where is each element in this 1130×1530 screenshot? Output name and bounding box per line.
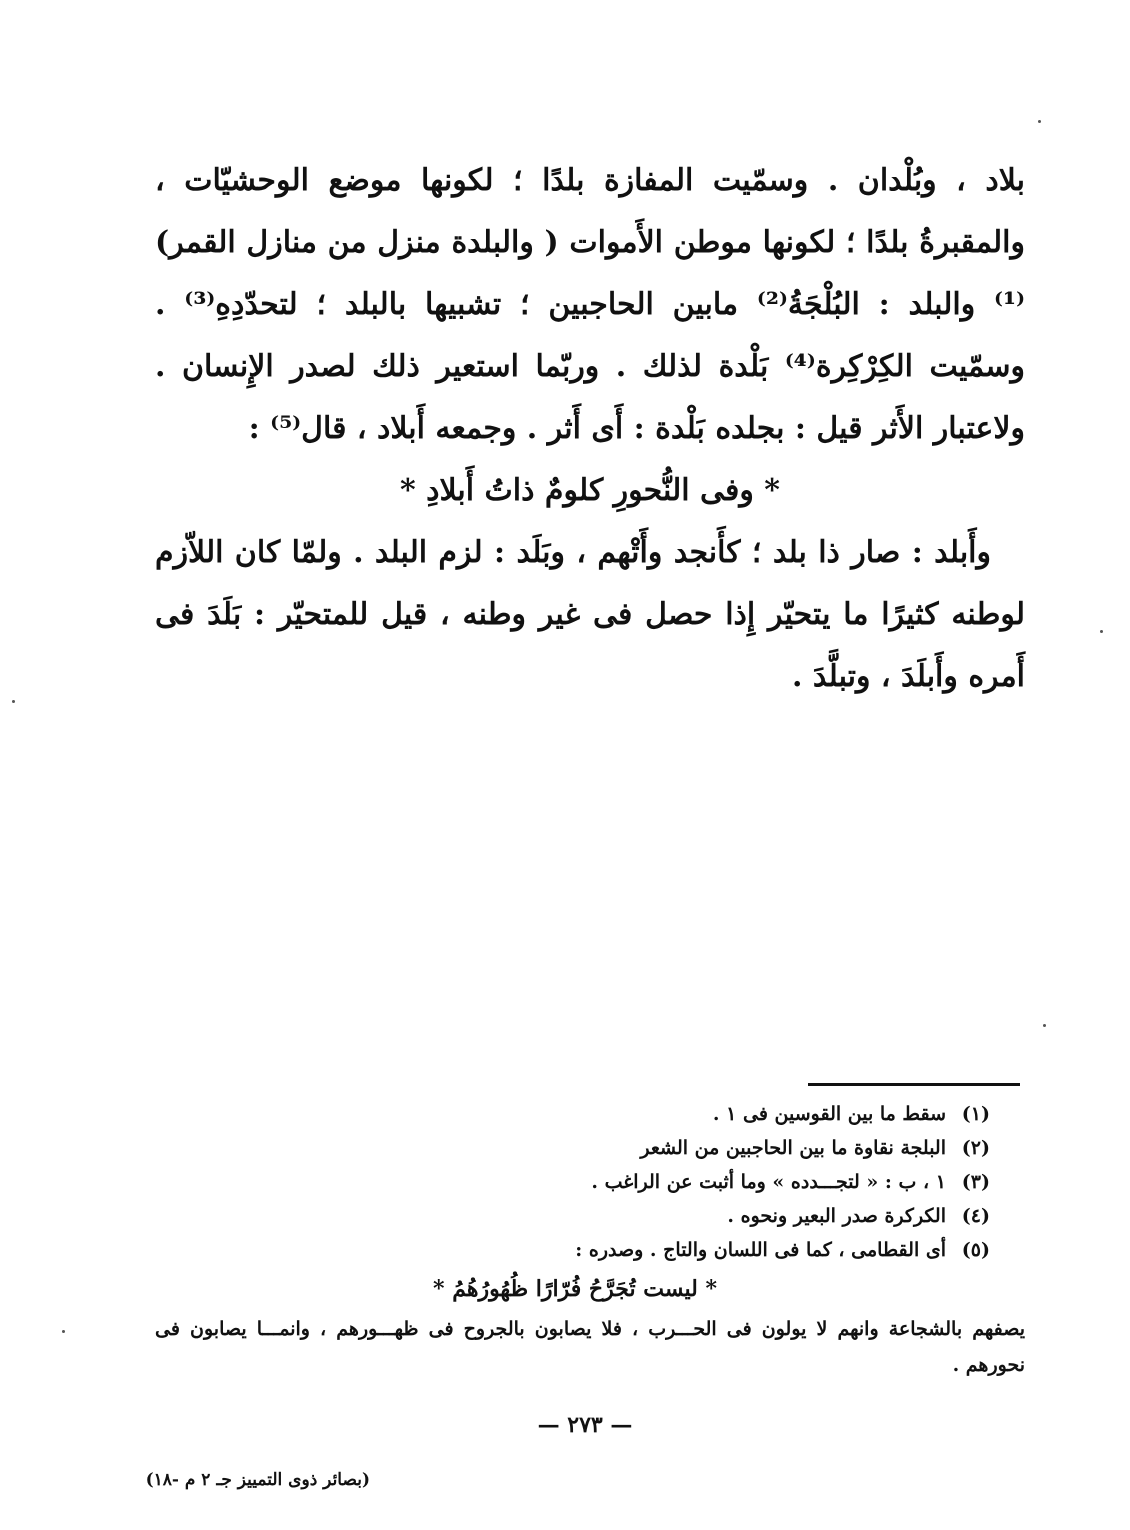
poetry-verse: * وفى النُّحورِ كلومٌ ذاتُ أَبلادِ * (400, 473, 780, 508)
footnote-number: (٥) (961, 1239, 990, 1261)
footnote-item (160, 1165, 990, 1199)
footnote-item (160, 1199, 990, 1233)
footnote-text: أى القطامى ، كما فى اللسان والتاج . وصدره : (575, 1239, 946, 1261)
paragraph: بلاد ، وبُلْدان . وسمّيت المفازة بلدًا ؛ لكونها موضع الوحشيّات ، والمقبرةُ بلدًا ؛ لكونها موطن الأَموات ( والبلدة منزل من منازل القمر)⁽¹⁾ والبلد : البُلْجَةُ⁽²⁾ مابين الحاجبين ؛ تشبيها بالبلد ؛ لتحدّدِهِ⁽³⁾ . وسمّيت الكِرْكِرة⁽⁴⁾ بَلْدة لذلك . وربّما استعير ذلك لصدر الإِنسان . ولاعتبار الأَثر قيل : بجلده بَلْدة : أَى أَثر . وجمعه أَبلاد ، قال⁽⁵⁾ : (155, 163, 1026, 446)
scan-speck (1100, 630, 1103, 633)
footnotes-section (155, 1097, 1025, 1383)
footnote-item (160, 1233, 990, 1267)
footnote-number: (٣) (961, 1171, 990, 1193)
footnote-text: البلجة نقاوة ما بين الحاجبين من الشعر (640, 1137, 946, 1159)
footnote-verse: * ليست تُجَرَّحُ فُرّارًا ظُهُورُهُمُ * (433, 1276, 717, 1302)
footnote-number: (١) (961, 1103, 990, 1125)
scan-speck (1038, 120, 1041, 123)
main-text-block (155, 150, 1025, 708)
paragraph: وأَبلد : صار ذا بلد ؛ كأَنجد وأَتْهم ، وبَلَد : لزم البلد . ولمّا كان اللاّزم لوطنه كثيرًا ما يتحيّر إِذا حصل فى غير وطنه ، قيل للمتحيّر : بَلَدَ فى أَمره وأَبلَدَ ، وتبلَّدَ . (155, 535, 1025, 694)
footnote-item (160, 1097, 990, 1131)
printer-signature: (بصائر ذوى التمييز جـ ٢ م -١٨) (145, 1470, 370, 1490)
footnote-text: سقط ما بين القوسين فى ١ . (712, 1103, 946, 1125)
scan-speck (1043, 1024, 1046, 1027)
scan-speck (12, 700, 15, 703)
footnote-number: (٢) (961, 1137, 990, 1159)
footnote-number: (٤) (961, 1205, 990, 1227)
footnote-divider (808, 1083, 1020, 1086)
footnote-text: الكركرة صدر البعير ونحوه . (727, 1205, 946, 1227)
scan-speck (62, 1330, 65, 1333)
footnote-text: ١ ، ب : « لتجـــدده » وما أثبت عن الراغب . (591, 1171, 946, 1193)
page-number: — ٢٧٣ — (537, 1412, 633, 1438)
footnote-explanation: يصفهم بالشجاعة وانهم لا يولون فى الحـــرب ، فلا يصابون بالجروح فى ظهـــورهم ، وانمـــا يصابون فى نحورهم . (155, 1318, 1025, 1376)
footnote-item (160, 1131, 990, 1165)
